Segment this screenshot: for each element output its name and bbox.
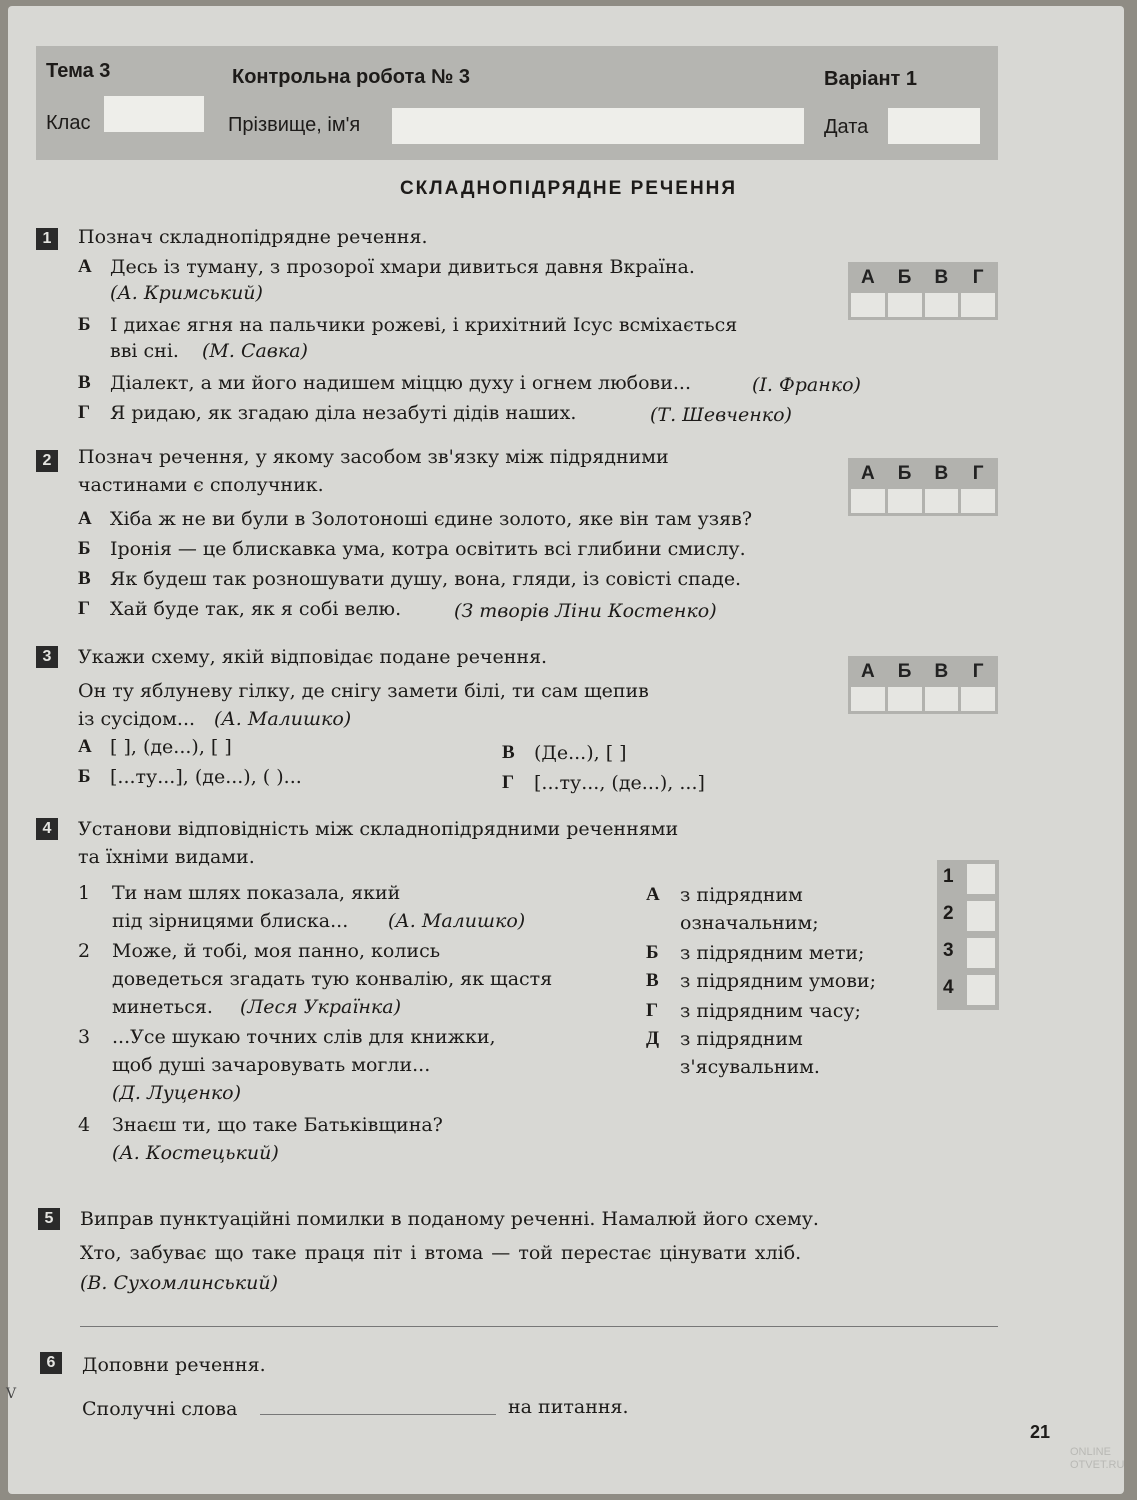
item-text: Знаєш ти, що таке Батьківщина? [112,1114,443,1136]
answer-cell[interactable] [888,687,922,711]
option-letter: Г [502,772,515,793]
option-letter: Б [78,766,91,787]
grid-letter: Б [897,661,912,682]
answer-grid [848,458,998,516]
option-letter: Г [78,402,91,423]
question-number: 4 [36,818,58,840]
name-label: Прізвище, ім'я [228,114,361,136]
option-letter: Б [78,314,91,335]
type-letter: Б [646,942,659,963]
watermark-line: OTVET.RU [1070,1459,1125,1471]
variant-label: Варіант 1 [824,68,918,90]
sentence-author: (В. Сухомлинський) [80,1272,278,1294]
item-author: (Д. Луценко) [112,1082,242,1104]
item-number: 3 [78,1026,91,1048]
item-text: доведеться згадать тую конвалію, як щастя [112,968,553,990]
scheme-option: [ ], (де...), [ ] [110,736,232,758]
header-panel [36,46,998,160]
matching-cell[interactable] [967,975,995,1005]
question-number: 2 [36,450,58,472]
question-text: Укажи схему, якій відповідає подане речення. [78,646,548,668]
grid-letter: В [934,661,949,682]
name-field[interactable] [392,108,804,144]
question-text: Доповни речення. [82,1354,266,1376]
option-text: І дихає ягня на пальчики рожеві, і крихітний Ісус всміхається [110,314,738,336]
option-letter: А [78,508,92,529]
option-text: вві сні. [110,340,179,362]
matching-number: 1 [943,866,954,887]
matching-row [937,934,999,971]
topic-label: Тема 3 [46,60,111,82]
answer-cell[interactable] [961,687,995,711]
question-text: Установи відповідність між складнопідрядними реченнями [78,818,679,840]
option-text: Хай буде так, як я собі велю. [110,598,402,620]
matching-cell[interactable] [967,864,995,894]
type-text: з'ясувальним. [680,1056,820,1078]
option-author: (А. Кримський) [110,282,263,304]
sentence-text: із сусідом... [78,708,196,730]
question-number: 1 [36,228,58,250]
answer-cell[interactable] [851,489,885,513]
type-text: з підрядним [680,884,803,906]
item-author: (Леся Українка) [240,996,402,1018]
matching-row [937,860,999,897]
answer-cell[interactable] [888,489,922,513]
matching-cell[interactable] [967,901,995,931]
question-text: частинами є сполучник. [78,474,324,496]
answer-cell[interactable] [888,293,922,317]
option-letter: А [78,256,92,277]
item-text: минеться. [112,996,213,1018]
type-text: з підрядним часу; [680,1000,861,1022]
type-letter: А [646,884,660,905]
question-number: 3 [36,646,58,668]
grid-letter: Б [897,463,912,484]
matching-row [937,897,999,934]
option-text: Іронія — це блискавка ума, котра освітить всі глибини смислу. [110,538,746,560]
option-author: (І. Франко) [752,374,861,396]
grid-letter: Г [972,661,984,682]
fill-in-line[interactable] [260,1414,496,1415]
option-text: Як будеш так розношувати душу, вона, гляди, із совісті спаде. [110,568,742,590]
answer-cell[interactable] [851,687,885,711]
answer-cell[interactable] [925,293,959,317]
item-author: (А. Малишко) [388,910,526,932]
matching-number: 2 [943,903,954,924]
scheme-option: [...ту..., (де...), ...] [534,772,705,794]
option-author: (М. Савка) [202,340,308,362]
type-letter: Д [646,1028,660,1049]
option-author: (З творів Ліни Костенко) [454,600,717,622]
grid-letter: А [861,661,875,682]
option-letter: Г [78,598,91,619]
matching-row [937,971,999,1008]
date-field[interactable] [888,108,980,144]
option-letter: Б [78,538,91,559]
item-text: ...Усе шукаю точних слів для книжки, [112,1026,496,1048]
option-letter: В [78,568,91,589]
sentence-author: (А. Малишко) [214,708,352,730]
item-text: під зірницями блиска... [112,910,349,932]
option-letter: А [78,736,92,757]
matching-number: 4 [943,977,954,998]
matching-grid [937,860,999,1010]
item-number: 1 [78,882,91,904]
option-text: Я ридаю, як згадаю діла незабуті дідів наших. [110,402,577,424]
item-text: щоб душі зачаровувать могли... [112,1054,431,1076]
option-text: Діалект, а ми його надишем міццю духу і огнем любови... [110,372,691,394]
question-text: Виправ пунктуаційні помилки в поданому реченні. Намалюй його схему. [80,1208,819,1230]
option-letter: В [78,372,91,393]
page-number: 21 [1030,1422,1051,1442]
scheme-option: [...ту...], (де...), ( )... [110,766,302,788]
fill-in-before: Сполучні слова [82,1398,238,1420]
answer-grid [848,262,998,320]
question-text: Познач речення, у якому засобом зв'язку між підрядними [78,446,669,468]
sentence-text: Он ту яблуневу гілку, де снігу замети білі, ти сам щепив [78,680,649,702]
type-letter: Г [646,1000,659,1021]
type-text: з підрядним умови; [680,970,876,992]
grid-letter: Г [972,463,984,484]
question-text: Познач складнопідрядне речення. [78,226,428,248]
grid-letter: А [861,267,875,288]
answer-cell[interactable] [925,687,959,711]
option-letter: В [502,742,515,763]
answer-grid [848,656,998,714]
answer-line[interactable] [80,1326,998,1327]
item-number: 4 [78,1114,91,1136]
answer-cell[interactable] [961,489,995,513]
question-text: та їхніми видами. [78,846,255,868]
item-text: Ти нам шлях показала, який [112,882,401,904]
page-title: СКЛАДНОПІДРЯДНЕ РЕЧЕННЯ [399,178,738,199]
item-number: 2 [78,940,91,962]
option-author: (Т. Шевченко) [650,404,792,426]
class-field[interactable] [104,96,204,132]
type-text: з підрядним [680,1028,803,1050]
work-title: Контрольна робота № 3 [232,66,470,88]
item-author: (А. Костецький) [112,1142,279,1164]
item-text: Може, й тобі, моя панно, колись [112,940,441,962]
scheme-option: (Де...), [ ] [534,742,627,764]
type-text: з підрядним мети; [680,942,865,964]
fill-in-after: на питання. [508,1396,629,1418]
grid-letter: Г [972,267,984,288]
question-number: 5 [38,1208,60,1230]
grid-letter: А [861,463,875,484]
grid-letter: В [934,463,949,484]
type-text: означальним; [680,912,819,934]
matching-number: 3 [943,940,954,961]
option-text: Десь із туману, з прозорої хмари дивиться давня Вкраїна. [110,256,695,278]
date-label: Дата [824,116,869,138]
type-letter: В [646,970,659,991]
grid-letter: В [934,267,949,288]
class-label: Клас [46,112,91,134]
option-text: Хіба ж не ви були в Золотоноші єдине золото, яке він там узяв? [110,508,753,530]
answer-cell[interactable] [925,489,959,513]
answer-cell[interactable] [961,293,995,317]
margin-mark: V [6,1386,17,1402]
watermark-line: ONLINE [1070,1446,1111,1458]
answer-cell[interactable] [851,293,885,317]
grid-letter: Б [897,267,912,288]
sentence-text: Хто, забуває що таке праця піт і втома — той перестає цінувати хліб. [80,1242,802,1264]
matching-cell[interactable] [967,938,995,968]
watermark [1070,1446,1124,1472]
question-number: 6 [40,1352,62,1374]
